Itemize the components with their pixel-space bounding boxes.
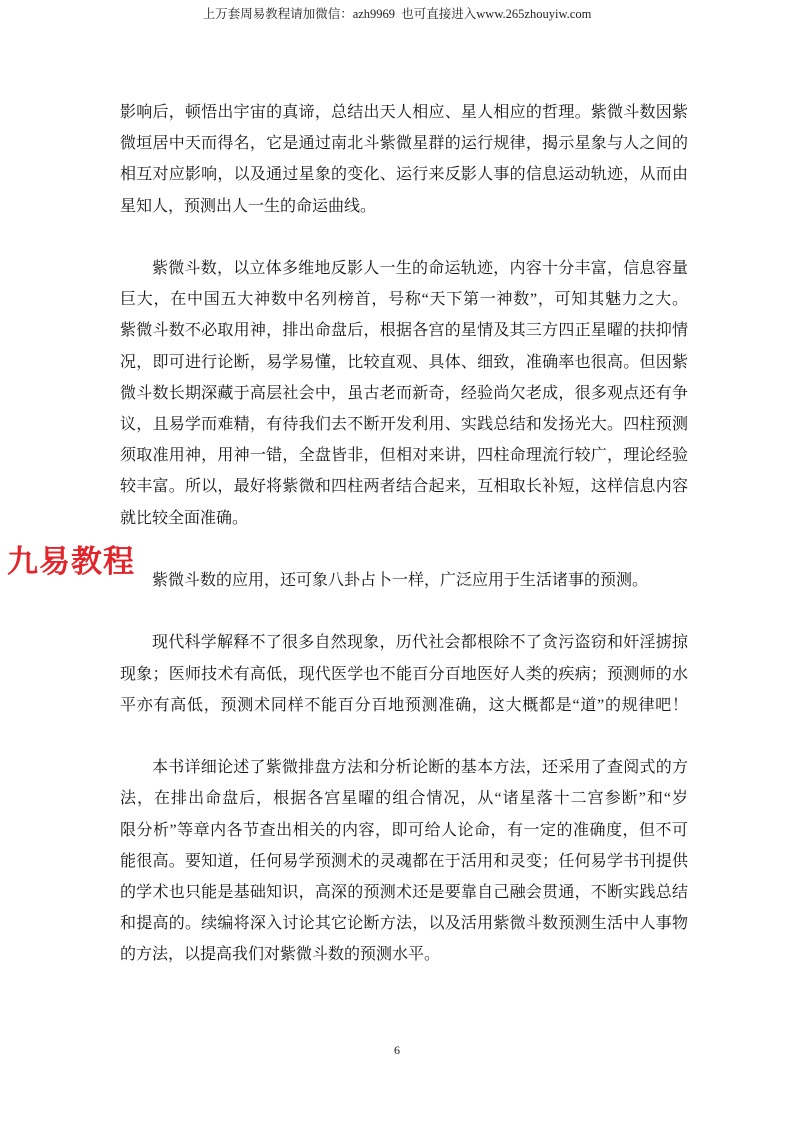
text-line: 微垣居中天而得名，它是通过南北斗紫微星群的运行规律，揭示星象与人之间的	[120, 135, 688, 153]
paragraph	[120, 627, 688, 721]
body-text	[120, 97, 688, 1002]
text-line: 紫微斗数的应用，还可象八卦占卜一样，广泛应用于生活诸事的预测。	[152, 572, 649, 590]
text-line: 和提高的。续编将深入讨论其它论断方法，以及活用紫微斗数预测生活中人事物	[120, 915, 688, 933]
text-line: 巨大，在中国五大神数中名列榜首，号称“天下第一神数”，可知其魅力之大。	[120, 291, 688, 309]
text-line: 紫微斗数，以立体多维地反影人一生的命运轨迹，内容十分丰富，信息容量	[152, 260, 688, 277]
text-line: 就比较全面准确。	[120, 509, 249, 527]
paragraph	[120, 97, 688, 222]
text-line: 本书详细论述了紫微排盘方法和分析论断的基本方法，还采用了查阅式的方	[152, 759, 688, 777]
watermark-logo: 九易教程	[7, 544, 135, 580]
text-line: 现代科学解释不了很多自然现象，历代社会都根除不了贪污盗窃和奸淫掳掠	[152, 634, 688, 652]
text-line: 现象；医师技术有高低，现代医学也不能百分百地医好人类的疾病；预测师的水	[120, 665, 688, 683]
text-line: 能很高。要知道，任何易学预测术的灵魂都在于活用和灵变；任何易学书刊提供	[120, 852, 688, 870]
text-line: 法，在排出命盘后，根据各宫星曜的组合情况，从“诸星落十二宫参断”和“岁	[120, 790, 688, 808]
text-line: 微斗数长期深藏于高层社会中，虽古老而新奇，经验尚欠老成，很多观点还有争	[120, 384, 688, 402]
page-header: 上万套周易教程请加微信：azh9969 也可直接进入www.265zhouyiw.com	[202, 7, 592, 21]
text-line: 紫微斗数不必取用神，排出命盘后，根据各宫的星情及其三方四正星曜的扶抑情	[120, 322, 688, 340]
paragraph	[120, 565, 688, 596]
page-number: 6	[394, 1043, 400, 1057]
text-line: 较丰富。所以，最好将紫微和四柱两者结合起来，互相取长补短，这样信息内容	[120, 478, 688, 496]
text-line: 相互对应影响，以及通过星象的变化、运行来反影人事的信息运动轨迹，从而由	[120, 166, 688, 184]
text-line: 平亦有高低，预测术同样不能百分百地预测准确，这大概都是“道”的规律吧！	[120, 696, 688, 714]
paragraph	[120, 253, 688, 534]
text-line: 限分析”等章内各节查出相关的内容，即可给人论命，有一定的准确度，但不可	[120, 821, 688, 839]
text-line: 的方法，以提高我们对紫微斗数的预测水平。	[120, 946, 441, 964]
text-line: 况，即可进行论断，易学易懂，比较直观、具体、细致，准确率也很高。但因紫	[120, 353, 688, 371]
text-line: 的学术也只能是基础知识，高深的预测术还是要靠自己融会贯通，不断实践总结	[120, 884, 688, 902]
text-line: 须取准用神，用神一错，全盘皆非，但相对来讲，四柱命理流行较广，理论经验	[120, 447, 688, 465]
text-line: 议，且易学而难精，有待我们去不断开发利用、实践总结和发扬光大。四柱预测	[120, 416, 688, 434]
text-line: 影响后，顿悟出宇宙的真谛，总结出天人相应、星人相应的哲理。紫微斗数因紫	[120, 104, 688, 121]
text-line: 星知人，预测出人一生的命运曲线。	[120, 197, 377, 215]
paragraph	[120, 752, 688, 970]
